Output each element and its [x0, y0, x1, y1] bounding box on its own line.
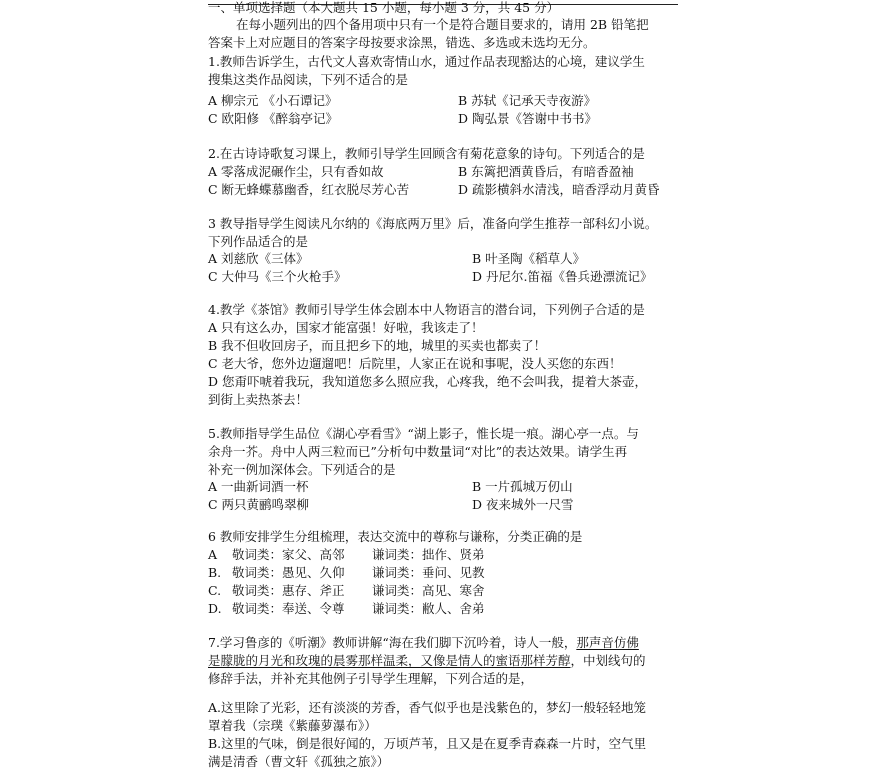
q6-option-c-honorific: 敬词类：惠存、斧正 — [232, 583, 345, 598]
q6-option-d-key: D. — [208, 601, 222, 616]
q3-option-c: C 大仲马《三个火枪手》 — [208, 269, 347, 284]
q1-option-a: A 柳宗元 《小石谭记》 — [208, 93, 338, 108]
q5-stem-line-2: 余舟一芥。舟中人两三粒而已”分析句中数量词“对比”的表达效果。请学生再 — [208, 444, 628, 459]
q5-option-b: B 一片孤城万仞山 — [472, 479, 573, 494]
q4-stem: 4.教学《茶馆》教师引导学生体会剧本中人物语言的潜台词，下列例子合适的是 — [208, 302, 645, 317]
q7-option-a-line-2: 罩着我（宗璞《紫藤萝瀑布》） — [208, 718, 377, 733]
q7-option-b-line-2: 满是清香（曹文轩《孤独之旅》） — [208, 754, 390, 769]
q5-option-d: D 夜来城外一尺雪 — [472, 497, 574, 512]
q6-stem: 6 教师安排学生分组梳理，表达交流中的尊称与谦称，分类正确的是 — [208, 529, 583, 544]
q7-stem-line-1 — [208, 634, 639, 652]
q2-option-c: C 断无蜂蝶慕幽香，红衣脱尽芳心苦 — [208, 182, 410, 197]
q7-option-b-line-1: B.这里的气味，倒是很好闻的，万顷芦苇，且又是在夏季青森森一片时，空气里 — [208, 736, 647, 751]
q5-stem-line-1: 5.教师指导学生品位《湖心亭看雪》“湖上影子，惟长堤一痕。湖心亭一点。与 — [208, 426, 639, 441]
q1-stem-line-2: 搜集这类作品阅读，下列不适合的是 — [208, 72, 409, 87]
q6-option-a-humble: 谦词类：拙作、贤弟 — [372, 547, 485, 562]
q2-stem: 2.在古诗诗歌复习课上，教师引导学生回顾含有菊花意象的诗句。下列适合的是 — [208, 146, 645, 161]
q5-stem-line-3: 补充一例加深体会。下列适合的是 — [208, 462, 396, 477]
q6-option-b-humble: 谦词类：垂问、见教 — [372, 565, 485, 580]
q4-option-c: C 老大爷，您外边遛遛吧！后院里，人家正在说和事呢，没人买您的东西！ — [208, 356, 622, 371]
instructions-line-2: 答案卡上对应题目的答案字母按要求涂黑，错选、多选或未选均无分。 — [208, 35, 596, 50]
q4-option-b: B 我不但收回房子，而且把乡下的地，城里的买卖也都卖了！ — [208, 338, 547, 353]
q5-option-a: A 一曲新词酒一杯 — [208, 479, 309, 494]
q1-option-c: C 欧阳修 《醉翁亭记》 — [208, 111, 339, 126]
q3-stem-line-1: 3 教导指导学生阅读凡尔纳的《海底两万里》后，准备向学生推荐一部科幻小说。 — [208, 216, 658, 231]
q6-option-b-key: B. — [208, 565, 222, 580]
q2-option-d: D 疏影横斜水清浅，暗香浮动月黄昏 — [458, 182, 660, 197]
q4-option-a: A 只有这么办，国家才能富强！好啦，我该走了！ — [208, 320, 484, 335]
q3-option-a: A 刘慈欣《三体》 — [208, 251, 309, 266]
instructions-line-1: 在每小题列出的四个备用项中只有一个是符合题目要求的，请用 2B 铅笔把 — [236, 17, 649, 32]
q7-stem-line-2 — [208, 652, 646, 670]
q6-option-c-key: C. — [208, 583, 222, 598]
q6-option-d-honorific: 敬词类：奉送、令尊 — [232, 601, 345, 616]
q6-option-a-honorific: 敬词类：家父、高邻 — [232, 547, 345, 562]
q2-option-b: B 东篱把酒黄昏后，有暗香盈袖 — [458, 164, 634, 179]
q3-option-d: D 丹尼尔.笛福《鲁兵逊漂流记》 — [472, 269, 653, 284]
q7-underlined-phrase-1: 那声音仿佛 — [576, 635, 639, 650]
q3-stem-line-2: 下列作品适合的是 — [208, 234, 309, 249]
exam-page — [208, 0, 678, 772]
q6-option-d-humble: 谦词类：敝人、舍弟 — [372, 601, 485, 616]
section-heading: 一、单项选择题（本大题共 15 小题，每小题 3 分，共 45 分） — [208, 0, 560, 15]
q3-option-b: B 叶圣陶《稻草人》 — [472, 251, 586, 266]
q7-option-a-line-1: A.这里除了光彩，还有淡淡的芳香，香气似乎也是浅紫色的，梦幻一般轻轻地笼 — [208, 700, 647, 715]
q2-option-a: A 零落成泥碾作尘，只有香如故 — [208, 164, 384, 179]
q4-option-d-line-2: 到街上卖热茶去！ — [208, 392, 309, 407]
q6-option-c-humble: 谦词类：高见、寒舍 — [372, 583, 485, 598]
q1-option-b: B 苏轼《记承天寺夜游》 — [458, 93, 597, 108]
q7-underlined-phrase-2: 是朦胧的月光和玫瑰的晨雾那样温柔，又像是情人的蜜语那样芳醇 — [208, 653, 571, 668]
q7-stem-line-1-text: 7.学习鲁彦的《听潮》教师讲解“海在我们脚下沉吟着，诗人一般， — [208, 635, 577, 650]
q7-stem-line-3: 修辞手法，并补充其他例子引导学生理解，下列合适的是， — [208, 671, 534, 686]
q1-option-d: D 陶弘景《答谢中书书》 — [458, 111, 597, 126]
q4-option-d-line-1: D 您甭吓唬着我玩，我知道您多么照应我，心疼我，绝不会叫我，提着大茶壶， — [208, 374, 647, 389]
q6-option-a-key: A — [208, 547, 218, 562]
q6-option-b-honorific: 敬词类：愚见、久仰 — [232, 565, 345, 580]
q5-option-c: C 两只黄鹂鸣翠柳 — [208, 497, 310, 512]
q1-stem-line-1: 1.教师告诉学生，古代文人喜欢寄情山水，通过作品表现豁达的心境，建议学生 — [208, 54, 645, 69]
q7-stem-line-2-text: ，中划线句的 — [570, 653, 646, 668]
